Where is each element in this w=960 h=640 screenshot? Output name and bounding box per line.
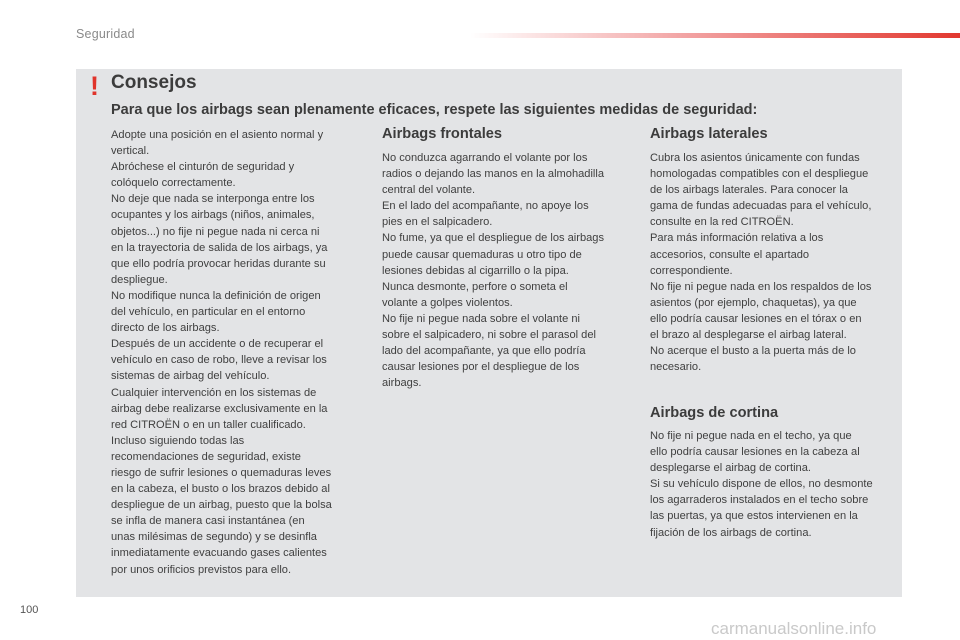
curtain-airbags-heading: Airbags de cortina	[650, 405, 779, 421]
text-line: los agarraderos instalados en el techo sobre	[650, 494, 869, 507]
text-line: Nunca desmonte, perfore o someta el	[382, 280, 568, 293]
text-line: colóquelo correctamente.	[111, 177, 236, 190]
text-line: Si su vehículo dispone de ellos, no desmonte	[650, 478, 873, 491]
text-line: de los airbags laterales. Para conocer la	[650, 184, 848, 197]
text-line: riesgo de sufrir lesiones o quemaduras leves	[111, 466, 332, 479]
text-line: airbag debe realizarse exclusivamente en la	[111, 402, 328, 415]
text-line: ocupantes y los airbags (niños, animales,	[111, 209, 315, 222]
text-line: No fije ni pegue nada en el techo, ya que	[650, 430, 852, 442]
text-line: central del volante.	[382, 184, 476, 197]
watermark: carmanualsonline.info	[711, 619, 877, 638]
general-advice-text	[111, 127, 363, 578]
panel-subtitle: Para que los airbags sean plenamente eficaces, respete las siguientes medidas de seguridad:	[111, 102, 758, 118]
text-line: asientos (por ejemplo, chaquetas), ya que	[650, 296, 857, 309]
text-line: fijación de los airbags de cortina.	[650, 526, 812, 539]
text-line: el brazo al desplegarse el airbag lateral.	[650, 329, 847, 342]
text-line: en la cabeza, el busto o los brazos debido al	[111, 483, 330, 496]
text-line: unas milésimas de segundo) y se desinfla	[111, 531, 317, 544]
text-line: lado del acompañante, ya que ello podría	[382, 345, 586, 358]
text-line: No fume, ya que el despliegue de los airbags	[382, 232, 605, 245]
text-line: Para más información relativa a los	[650, 232, 824, 245]
text-line: se infla de manera casi instantánea (en	[111, 515, 305, 528]
text-line: No deje que nada se interponga entre los	[111, 193, 315, 206]
text-line: En el lado del acompañante, no apoye los	[382, 200, 589, 213]
text-line: despliegue de un airbag, puesto que la bolsa	[111, 499, 332, 512]
text-line: Cualquier intervención en los sistemas de	[111, 386, 317, 399]
text-line: causar lesiones por el despliegue de los	[382, 361, 580, 374]
text-line: vehículo en caso de robo, lleve a revisar los	[111, 354, 327, 367]
text-line: lesiones debidas al cigarrillo o la pipa.	[382, 264, 569, 277]
text-line: directo de los airbags.	[111, 322, 220, 335]
text-line: homologadas compatibles con el despliegue	[650, 168, 869, 181]
text-line: airbags.	[382, 377, 422, 390]
text-line: sobre el salpicadero, ni sobre el parasol del	[382, 329, 596, 342]
text-line: red CITROËN o en un taller cualificado.	[111, 418, 306, 431]
text-line: sistemas de airbag del vehículo.	[111, 370, 270, 383]
text-line: accesorios, consulte el apartado	[650, 248, 810, 261]
text-line: ello podría causar lesiones en el tórax o en	[650, 312, 862, 325]
text-line: necesario.	[650, 361, 702, 374]
text-line: objetos...) no fije ni pegue nada ni cerca ni	[111, 225, 320, 238]
exclamation-warning-icon: !	[90, 71, 99, 101]
text-line: las puertas, ya que estos intervienen en la	[650, 510, 858, 523]
text-line: Después de un accidente o de recuperar el	[111, 338, 324, 351]
text-line: inmediatamente evacuando gases calientes	[111, 547, 327, 560]
header-accent-bar	[470, 33, 960, 38]
side-airbags-text	[650, 150, 900, 375]
frontal-airbags-heading: Airbags frontales	[382, 126, 503, 142]
section-label: Seguridad	[76, 27, 135, 41]
text-line: Adopte una posición en el asiento normal y	[111, 129, 324, 141]
text-line: No acerque el busto a la puerta más de lo	[650, 345, 856, 358]
frontal-airbags-text	[382, 150, 632, 391]
text-line: puede causar quemaduras u otro tipo de	[382, 248, 582, 261]
text-line: correspondiente.	[650, 264, 733, 277]
text-line: gama de fundas adecuadas para el vehículo,	[650, 200, 872, 213]
text-line: ello podría causar lesiones en la cabeza al	[650, 446, 860, 459]
text-line: Cubra los asientos únicamente con fundas	[650, 152, 860, 164]
text-line: Incluso siguiendo todas las	[111, 434, 245, 447]
text-line: por unos orificios previstos para ello.	[111, 563, 292, 576]
text-line: que ello podría provocar heridas durante su	[111, 257, 326, 270]
text-line: consulte en la red CITROËN.	[650, 216, 794, 229]
text-line: No conduzca agarrando el volante por los	[382, 152, 588, 164]
text-line: vertical.	[111, 145, 150, 158]
text-line: No fije ni pegue nada en los respaldos de los	[650, 280, 872, 293]
curtain-airbags-text	[650, 428, 900, 541]
text-line: pies en el salpicadero.	[382, 216, 493, 229]
panel-title: Consejos	[111, 72, 197, 93]
text-line: del vehículo, en particular en el entorno	[111, 306, 306, 319]
text-line: recomendaciones de seguridad, existe	[111, 450, 301, 463]
text-line: despliegue.	[111, 273, 168, 286]
text-line: No fije ni pegue nada sobre el volante ni	[382, 312, 580, 325]
text-line: radios o dejando las manos en la almohadilla	[382, 168, 605, 181]
side-airbags-heading: Airbags laterales	[650, 126, 768, 142]
text-line: No modifique nunca la definición de origen	[111, 289, 321, 302]
text-line: desplegarse el airbag de cortina.	[650, 462, 811, 475]
text-line: Abróchese el cinturón de seguridad y	[111, 161, 295, 174]
text-line: en la trayectoria de salida de los airbags, ya	[111, 241, 328, 254]
text-line: volante a golpes violentos.	[382, 296, 513, 309]
page-number: 100	[20, 604, 39, 616]
